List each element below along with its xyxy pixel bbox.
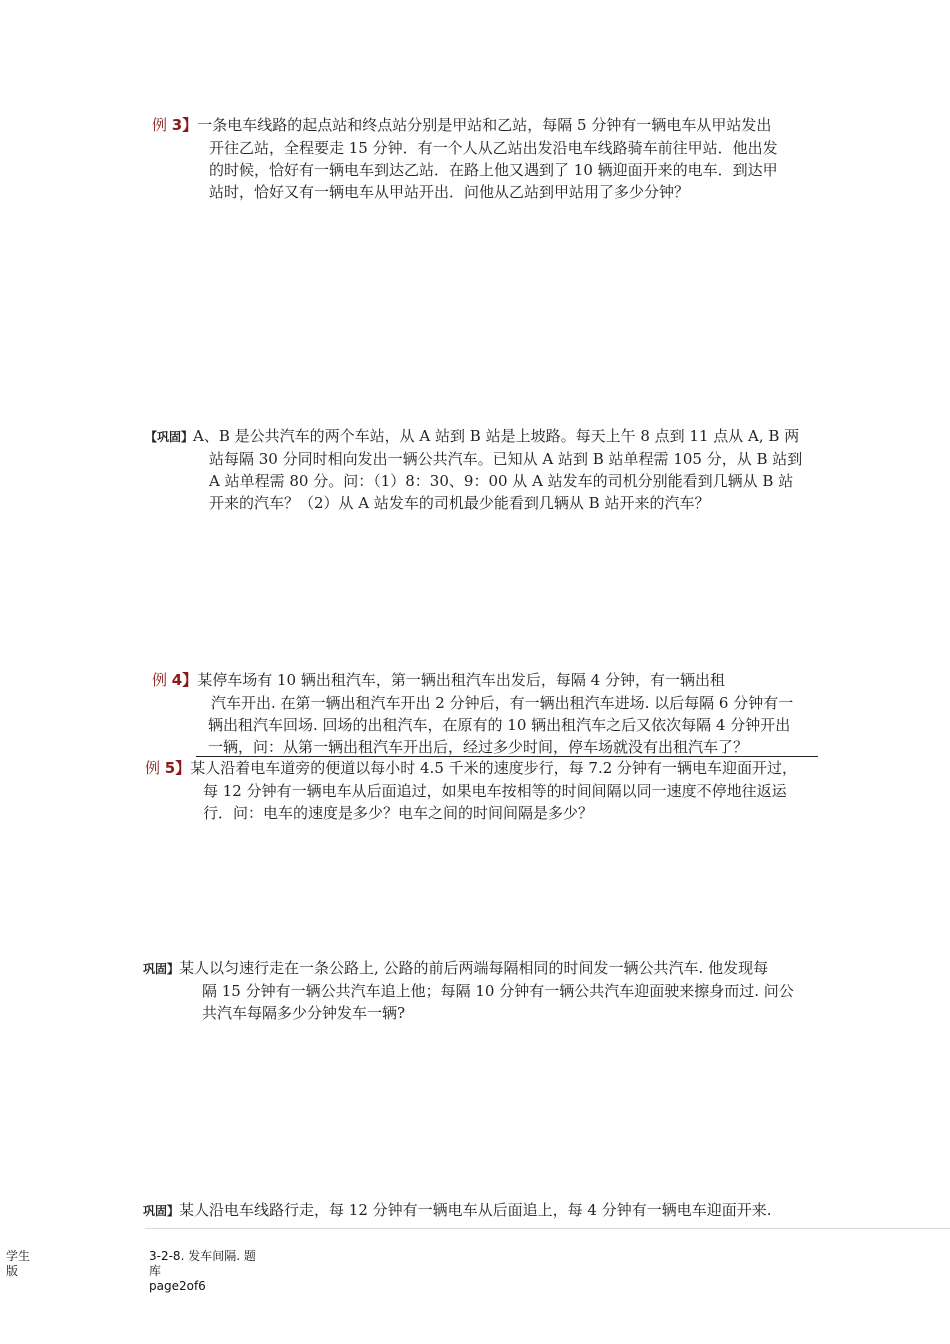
- example-3-line-1: 一条电车线路的起点站和终点站分别是甲站和乙站，每隔 5 分钟有一辆电车从甲站发出: [197, 116, 772, 134]
- consolidation-3-line-1: 某人沿电车线路行走，每 12 分钟有一辆电车从后面追上，每 4 分钟有一辆电车迎面开来.: [179, 1201, 772, 1219]
- consolidation-1: [145, 425, 802, 514]
- example-3-line-2: 开往乙站，全程要走 15 分钟．有一个人从乙站出发沿电车线路骑车前往甲站．他出发: [209, 139, 778, 157]
- consolidation-1-line-1: A、B 是公共汽车的两个车站，从 A 站到 B 站是上坡路。每天上午 8 点到 11 点从 A, B 两: [193, 427, 800, 445]
- footer-doc-title: 3-2-8. 发车间隔. 题: [149, 1249, 256, 1263]
- example-5-line-2: 每 12 分钟有一辆电车从后面追过，如果电车按相等的时间间隔以同一速度不停地往返运: [203, 782, 787, 800]
- example-5-line-1: 某人沿着电车道旁的便道以每小时 4.5 千米的速度步行，每 7.2 分钟有一辆电车迎面开过，: [190, 759, 798, 777]
- example-3: [152, 114, 778, 203]
- footer-edition-line-1: 学生: [6, 1249, 31, 1263]
- example-4-line-1: 某停车场有 10 辆出租汽车，第一辆出租汽车出发后，每隔 4 分钟，有一辆出租: [197, 671, 725, 689]
- consolidation-2: [143, 957, 794, 1024]
- consolidation-1-label: 【巩固】: [145, 430, 194, 444]
- example-5-label: 例 5】: [145, 759, 191, 777]
- consolidation-2-line-3: 共汽车每隔多少分钟发车一辆?: [202, 1004, 406, 1022]
- example-4-label: 例 4】: [152, 671, 198, 689]
- consolidation-1-line-3: A 站单程需 80 分。问：（1）8：30、9：00 从 A 站发车的司机分别能看到几辆从 B 站: [209, 472, 794, 490]
- consolidation-1-line-4: 开来的汽车？（2）从 A 站发车的司机最少能看到几辆从 B 站开来的汽车？: [209, 494, 710, 512]
- example-3-line-3: 的时候，恰好有一辆电车到达乙站．在路上他又遇到了 10 辆迎面开来的电车．到达甲: [209, 161, 778, 179]
- consolidation-2-line-1: 某人以匀速行走在一条公路上, 公路的前后两端每隔相同的时间发一辆公共汽车. 他发现每: [179, 959, 769, 977]
- example-5-line-3: 行．问：电车的速度是多少？电车之间的时间间隔是多少？: [203, 804, 594, 822]
- footer-divider: [145, 1228, 950, 1229]
- footer-page-info: [149, 1249, 256, 1294]
- consolidation-1-line-2: 站每隔 30 分同时相向发出一辆公共汽车。已知从 A 站到 B 站单程需 105 分，从 B 站到: [209, 450, 803, 468]
- footer-doc-title-cont: 库: [149, 1264, 162, 1278]
- footer-edition: [6, 1249, 30, 1279]
- example-5: [145, 757, 797, 824]
- consolidation-3: [143, 1199, 772, 1222]
- example-4-line-3: 辆出租汽车回场. 回场的出租汽车，在原有的 10 辆出租汽车之后又依次每隔 4 分钟开出: [208, 716, 791, 734]
- example-3-label: 例 3】: [152, 116, 198, 134]
- consolidation-2-line-2: 隔 15 分钟有一辆公共汽车追上他；每隔 10 分钟有一辆公共汽车迎面驶来擦身而过. 问公: [202, 982, 794, 1000]
- consolidation-2-label: 巩固】: [143, 962, 180, 976]
- example-3-line-4: 站时，恰好又有一辆电车从甲站开出．问他从乙站到甲站用了多少分钟？: [209, 183, 690, 201]
- footer-edition-line-2: 版: [6, 1264, 19, 1278]
- footer-page-number: page2of6: [149, 1279, 206, 1293]
- consolidation-3-label: 巩固】: [143, 1204, 180, 1218]
- example-4-line-2: 汽车开出. 在第一辆出租汽车开出 2 分钟后，有一辆出租汽车进场. 以后每隔 6 分钟有一: [211, 694, 794, 712]
- example-4-line-4: 一辆，问：从第一辆出租汽车开出后，经过多少时间，停车场就没有出租汽车了？: [208, 738, 749, 756]
- example-4: [152, 669, 793, 758]
